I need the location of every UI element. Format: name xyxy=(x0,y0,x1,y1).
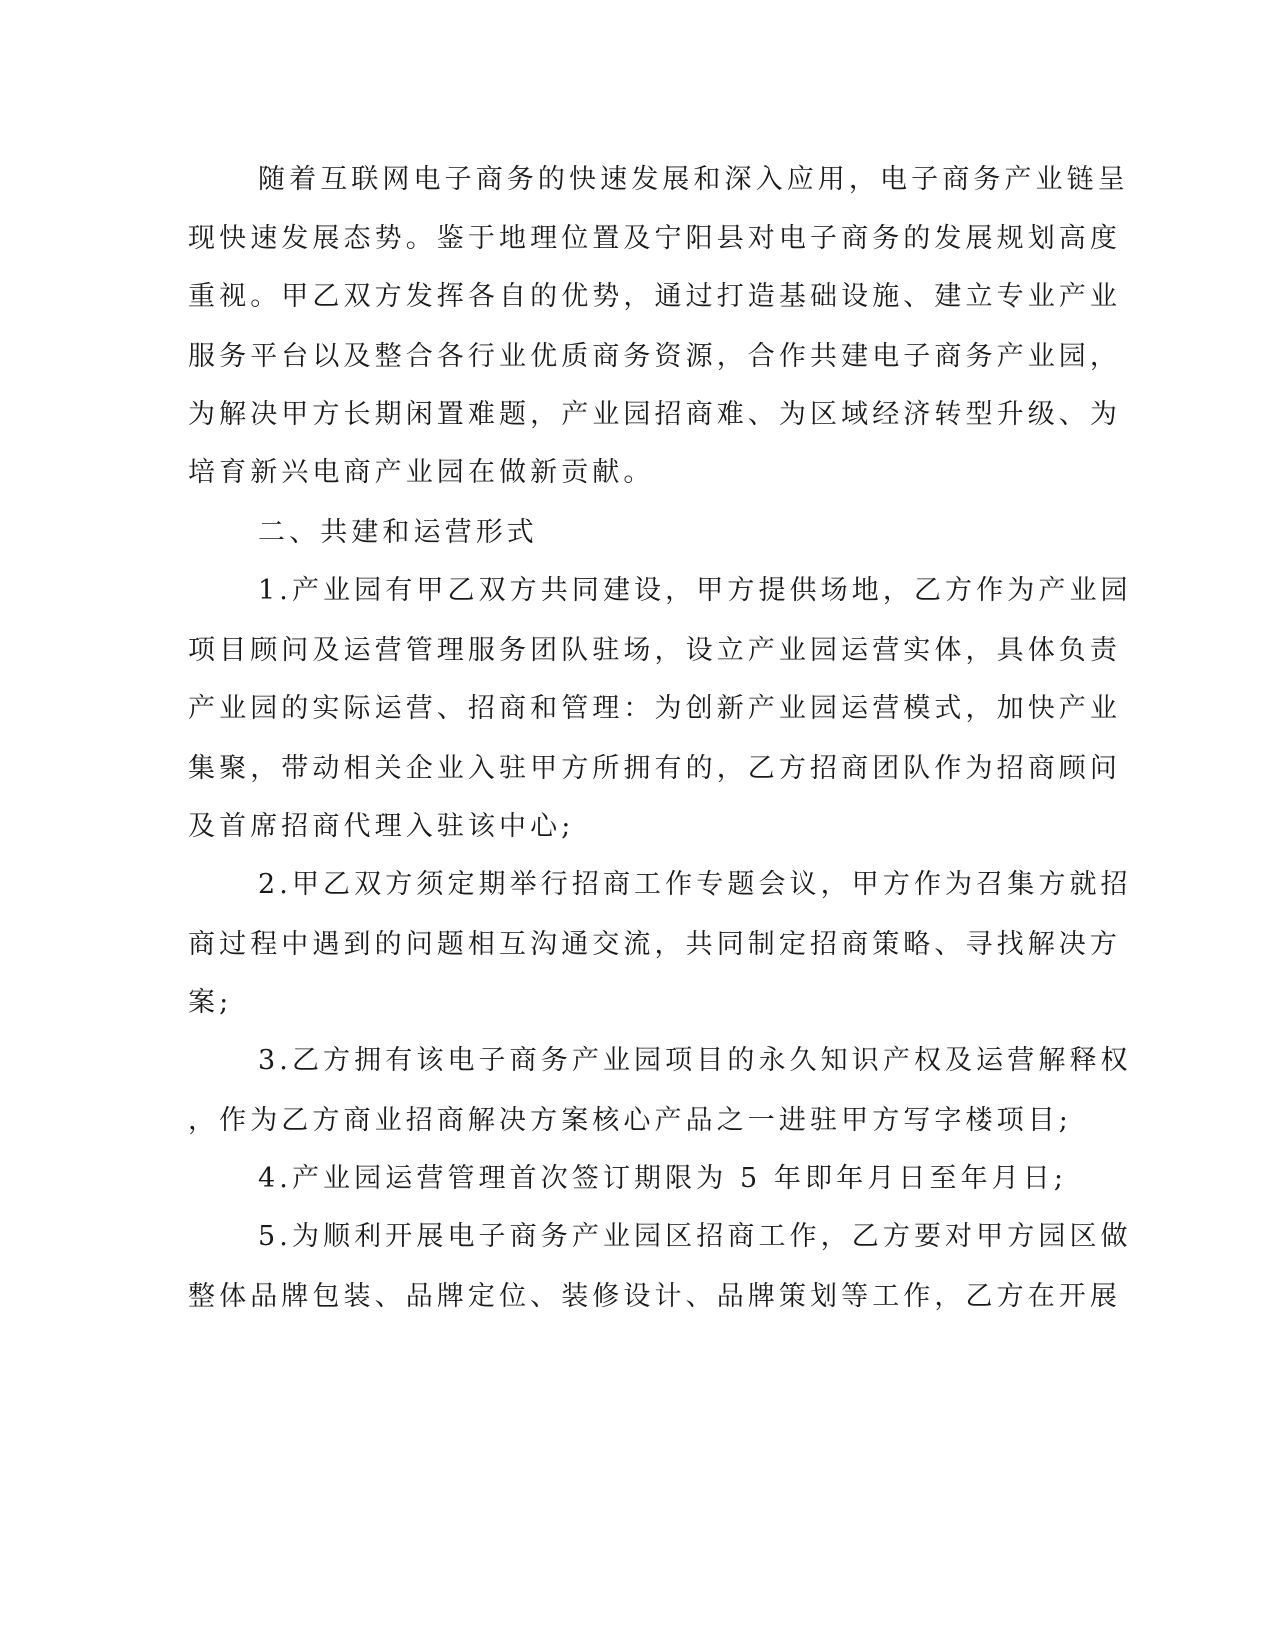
paragraph-line: ，作为乙方商业招商解决方案核心产品之一进驻甲方写字楼项目; xyxy=(188,1105,1072,1136)
paragraph-line: 项目顾问及运营管理服务团队驻场，设立产业园运营实体，具体负责 xyxy=(188,635,1121,666)
paragraph-line: 服务平台以及整合各行业优质商务资源，合作共建电子商务产业园， xyxy=(188,341,1121,372)
paragraph-line: 案; xyxy=(188,987,233,1018)
paragraph-line: 及首席招商代理入驻该中心; xyxy=(188,811,575,842)
paragraph-line: 3.乙方拥有该电子商务产业园项目的永久知识产权及运营解释权 xyxy=(258,1045,1132,1076)
paragraph-line: 产业园的实际运营、招商和管理：为创新产业园运营模式，加快产业 xyxy=(188,693,1121,724)
section-heading: 二、共建和运营形式 xyxy=(258,517,538,548)
paragraph-line: 5.为顺利开展电子商务产业园区招商工作，乙方要对甲方园区做 xyxy=(258,1221,1132,1252)
paragraph-line: 集聚，带动相关企业入驻甲方所拥有的，乙方招商团队作为招商顾问 xyxy=(188,753,1121,784)
paragraph-line: 培育新兴电商产业园在做新贡献。 xyxy=(188,457,655,488)
paragraph-line: 现快速发展态势。鉴于地理位置及宁阳县对电子商务的发展规划高度 xyxy=(188,223,1121,254)
paragraph-line: 1.产业园有甲乙双方共同建设，甲方提供场地，乙方作为产业园 xyxy=(258,575,1132,606)
paragraph-line: 为解决甲方长期闲置难题，产业园招商难、为区域经济转型升级、为 xyxy=(188,399,1121,430)
paragraph-line: 随着互联网电子商务的快速发展和深入应用，电子商务产业链呈 xyxy=(258,164,1129,195)
paragraph-line: 重视。甲乙双方发挥各自的优势，通过打造基础设施、建立专业产业 xyxy=(188,281,1121,312)
paragraph-line: 4.产业园运营管理首次签订期限为 5 年即年月日至年月日; xyxy=(258,1163,1068,1194)
paragraph-line: 2.甲乙双方须定期举行招商工作专题会议，甲方作为召集方就招 xyxy=(258,869,1132,900)
paragraph-line: 整体品牌包装、品牌定位、装修设计、品牌策划等工作，乙方在开展 xyxy=(188,1281,1121,1312)
paragraph-line: 商过程中遇到的问题相互沟通交流，共同制定招商策略、寻找解决方 xyxy=(188,929,1121,960)
